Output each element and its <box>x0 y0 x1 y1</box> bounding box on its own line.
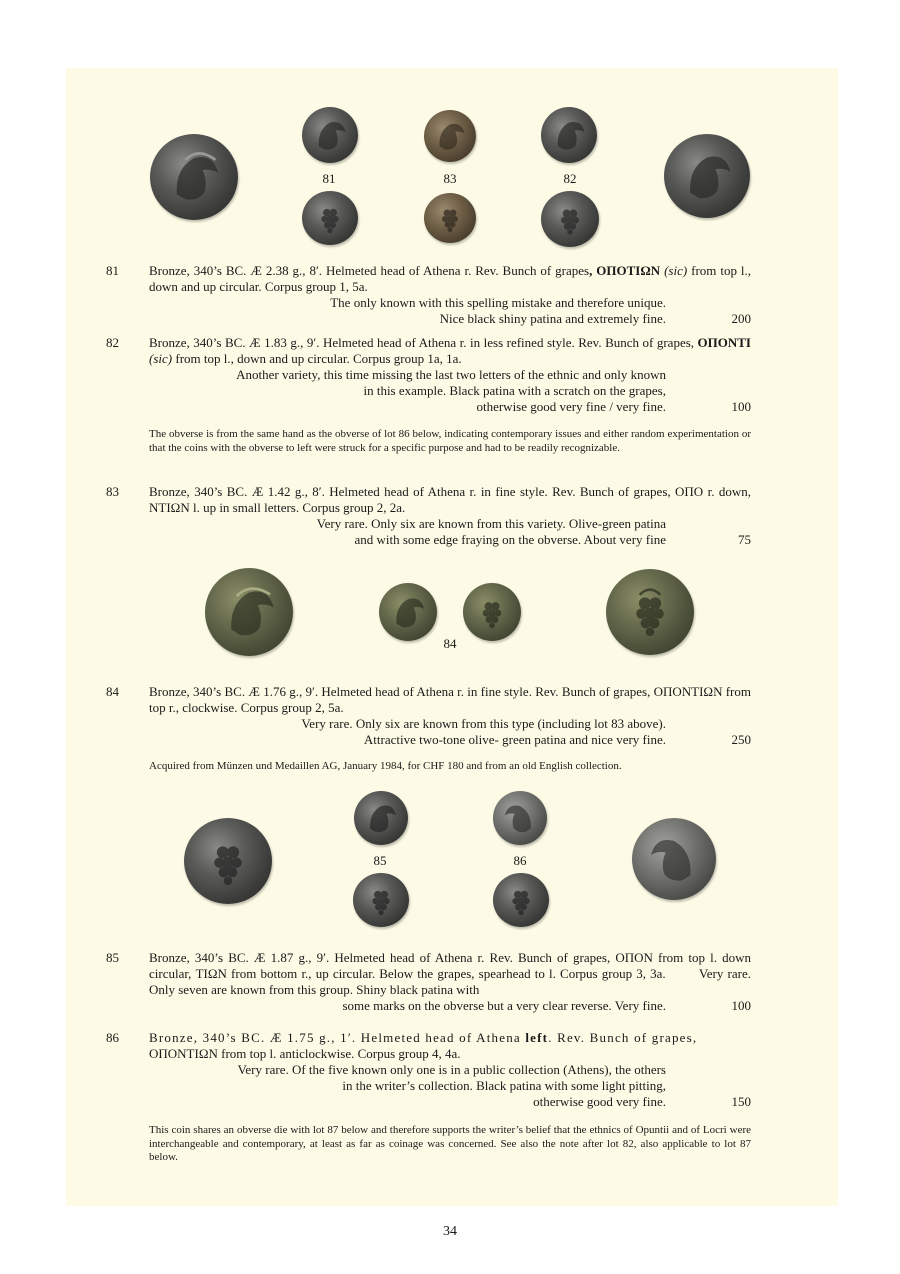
coin-label-82: 82 <box>563 171 577 186</box>
coin-image-84-obverse-large <box>205 568 293 656</box>
lot-description-86b: ΟΠΟΝΤΙΩΝ from top l. anticlockwise. Corpus group 4, 4a. <box>149 1046 461 1061</box>
lot-description-83: Bronze, 340’s BC. Æ 1.42 g., 8′. Helmeted head of Athena r. in fine style. Rev. Bunch of grapes, ΟΠΟ r. down, ΝΤΙΩΝ l. up in small letters. Corpus group 2, 2a. <box>149 484 751 515</box>
lot-number-86: 86 <box>106 1030 119 1045</box>
coin-image-81-reverse <box>302 191 358 245</box>
lot-remark-81-2: Nice black shiny patina and extremely fine. <box>439 311 666 326</box>
lot-number-85: 85 <box>106 950 119 965</box>
coin-image-81-obverse-large <box>150 134 238 220</box>
lot-number-83: 83 <box>106 484 119 499</box>
lot-entry-82 <box>149 335 751 415</box>
coin-image-85-reverse <box>353 873 409 927</box>
coin-image-86-obverse <box>493 791 547 845</box>
lot-note-82: The obverse is from the same hand as the obverse of lot 86 below, indicating contemporary issues and either random experimentation or that the coins with the obverse to left were struck for a specific purpose and had to be readily recognizable. <box>149 428 751 454</box>
lot-remark-82-3: otherwise good very fine / very fine. <box>476 399 666 414</box>
lot-description-86a: Bronze, 340’s BC. Æ 1.75 g., 1′. Helmeted head of Athena left. Rev. Bunch of grapes, <box>149 1030 698 1045</box>
coin-image-83-reverse <box>424 193 476 243</box>
lot-price-85: 100 <box>731 998 751 1013</box>
coin-label-85: 85 <box>373 853 387 868</box>
page-number: 34 <box>443 1224 457 1239</box>
coin-image-83-obverse <box>424 110 476 162</box>
lot-remark-85-2: some marks on the obverse but a very clear reverse. Very fine. <box>342 998 666 1013</box>
lot-remark-82-2: in this example. Black patina with a scratch on the grapes, <box>363 383 666 398</box>
lot-number-81: 81 <box>106 263 119 278</box>
coin-label-86: 86 <box>513 853 527 868</box>
lot-description-85: Bronze, 340’s BC. Æ 1.87 g., 9′. Helmeted head of Athena r. Rev. Bunch of grapes, ΟΠΟΝ from top l. down circular, ΤΙΩΝ from bottom r., up circular. Below the grapes, spearhead to l. Corpus group 3, 3a. Very rare. Only seven are known from this group. Shiny black patina with <box>149 950 751 997</box>
coin-label-83: 83 <box>443 171 457 186</box>
coin-image-85-reverse-large <box>184 818 272 904</box>
coin-image-82-reverse <box>541 191 599 247</box>
coin-image-84-reverse-large <box>606 569 694 655</box>
lot-number-84: 84 <box>106 684 119 699</box>
coin-image-84-obverse <box>379 583 437 641</box>
lot-number-82: 82 <box>106 335 119 350</box>
lot-entry-81 <box>149 263 751 327</box>
coin-image-86-obverse-large <box>632 818 716 900</box>
lot-entry-84 <box>149 684 751 748</box>
lot-remark-84-1: Very rare. Only six are known from this type (including lot 83 above). <box>301 716 666 731</box>
lot-price-82: 100 <box>731 399 751 414</box>
lot-remark-86-1: Very rare. Of the five known only one is in a public collection (Athens), the others <box>237 1062 666 1077</box>
lot-price-84: 250 <box>731 732 751 747</box>
lot-entry-86 <box>149 1030 751 1110</box>
lot-remark-81-1: The only known with this spelling mistake and therefore unique. <box>330 295 666 310</box>
lot-entry-83 <box>149 484 751 548</box>
lot-entry-85 <box>149 950 751 1014</box>
coin-image-85-obverse <box>354 791 408 845</box>
lot-remark-84-2: Attractive two-tone olive- green patina and nice very fine. <box>363 732 666 747</box>
lot-description-82: Bronze, 340’s BC. Æ 1.83 g., 9′. Helmeted head of Athena r. in less refined style. Rev. Bunch of grapes, ΟΠΟΝΤΙ (sic) from top l., down and up circular. Corpus group 1a, 1a. <box>149 335 751 366</box>
coin-image-84-reverse <box>463 583 521 641</box>
coin-label-84: 84 <box>443 636 457 651</box>
coin-image-82-obverse <box>541 107 597 163</box>
lot-note-86: This coin shares an obverse die with lot 87 below and therefore supports the writer’s belief that the ethnics of Opuntii and of Locri were interchangeable and contemporary, at least as far as coinage was concerned. See also the note after lot 82, also applicable to lot 87 below. <box>149 1124 751 1163</box>
lot-description-81: Bronze, 340’s BC. Æ 2.38 g., 8′. Helmeted head of Athena r. Rev. Bunch of grapes, ΟΠΟΤΙΩΝ (sic) from top l., down and up circular. Corpus group 1, 5a. <box>149 263 751 294</box>
coin-image-86-reverse <box>493 873 549 927</box>
lot-price-81: 200 <box>731 311 751 326</box>
lot-price-86: 150 <box>731 1094 751 1109</box>
lot-price-83: 75 <box>738 532 751 547</box>
coin-label-81: 81 <box>322 171 336 186</box>
lot-remark-85-1: Very rare. Only seven are known from this group. Shiny black patina with <box>149 966 751 997</box>
coin-image-82-obverse-large <box>664 134 750 218</box>
lot-remark-83-2: and with some edge fraying on the obverse. About very fine <box>354 532 666 547</box>
lot-note-84: Acquired from Münzen und Medaillen AG, January 1984, for CHF 180 and from an old English collection. <box>149 760 622 772</box>
lot-description-84: Bronze, 340’s BC. Æ 1.76 g., 9′. Helmeted head of Athena r. in fine style. Rev. Bunch of grapes, ΟΠΟΝΤΙΩΝ from top r., clockwise. Corpus group 2, 5a. <box>149 684 751 715</box>
lot-remark-86-2: in the writer’s collection. Black patina with some light pitting, <box>342 1078 666 1093</box>
lot-remark-86-3: otherwise good very fine. <box>533 1094 666 1109</box>
coin-image-81-obverse <box>302 107 358 163</box>
lot-remark-83-1: Very rare. Only six are known from this variety. Olive-green patina <box>316 516 666 531</box>
lot-remark-82-1: Another variety, this time missing the last two letters of the ethnic and only known <box>236 367 666 382</box>
